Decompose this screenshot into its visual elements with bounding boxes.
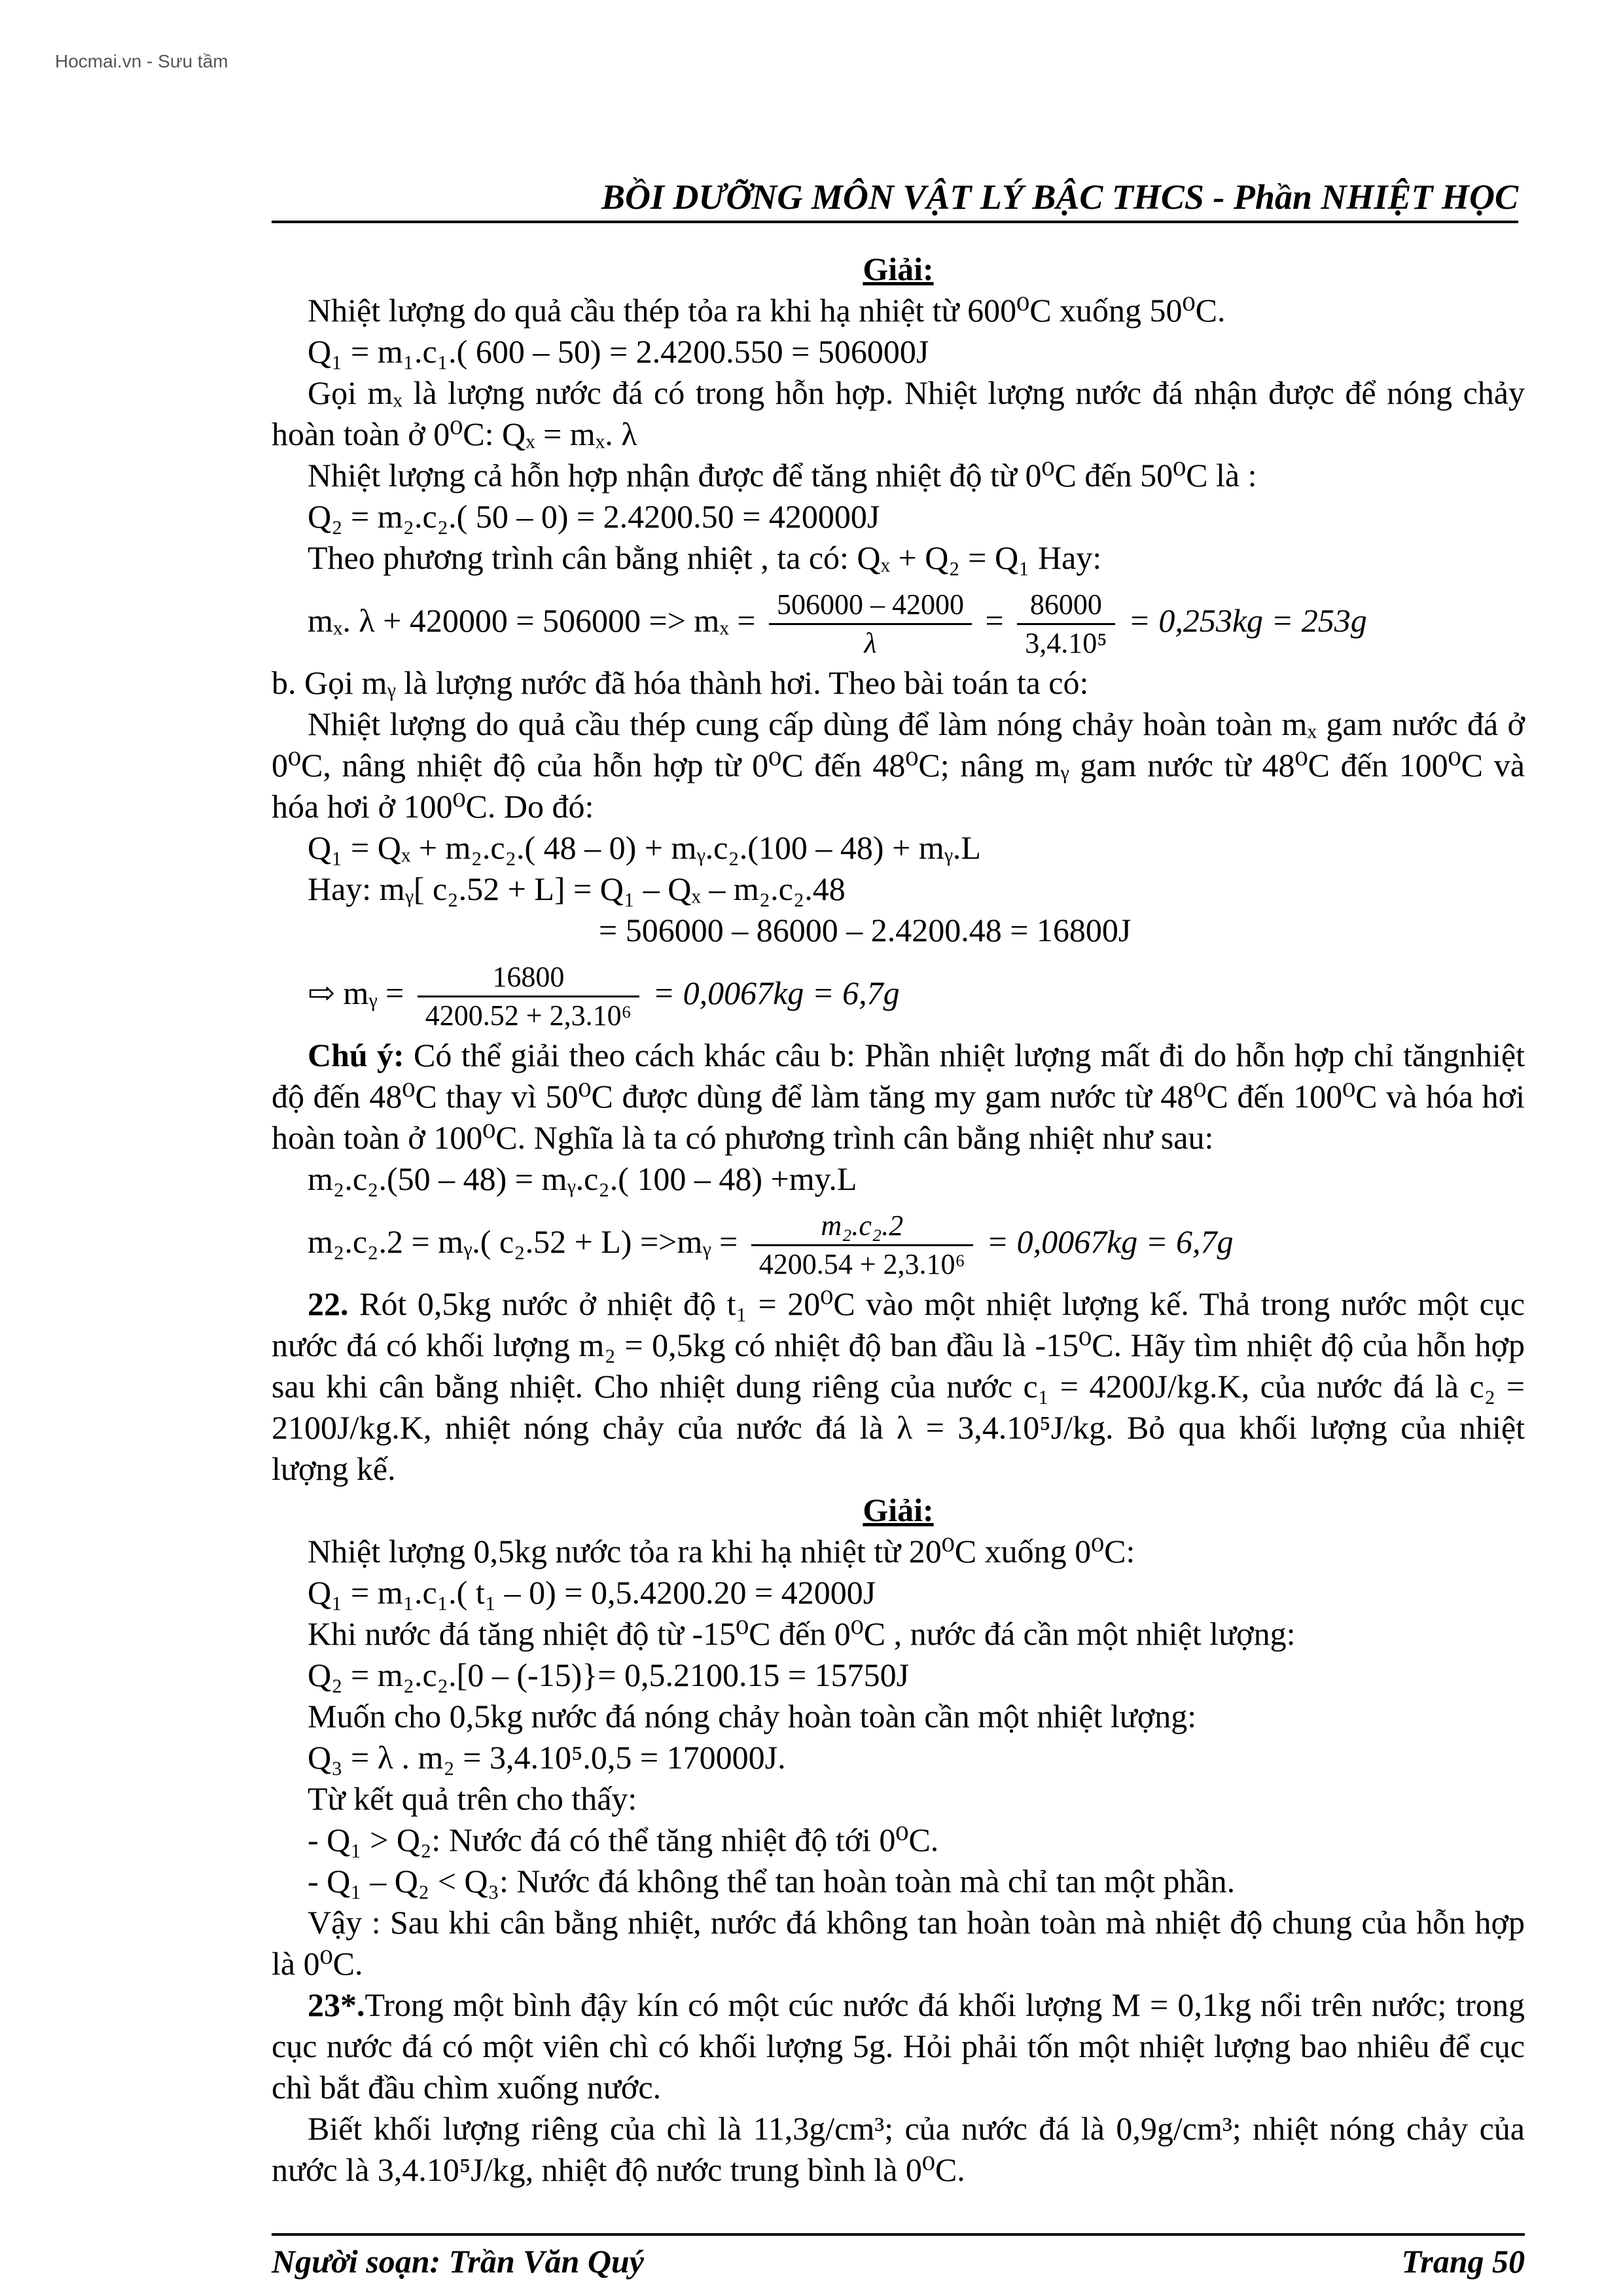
denominator: 4200.54 + 2,3.10⁶ (758, 1248, 965, 1281)
page-header (272, 171, 1518, 223)
eq1-prefix: mₓ. λ + 420000 = 506000 => mₓ = (308, 602, 756, 639)
text-paragraph: Vậy : Sau khi cân bằng nhiệt, nước đá không tan hoàn toàn mà nhiệt độ chung của hỗn hợp là 0⁰C. (272, 1904, 1525, 1982)
problem-number: 23*. (308, 1986, 365, 2023)
text-line: - Q₁ > Q₂: Nước đá có thể tăng nhiệt độ tới 0⁰C. (308, 1821, 939, 1858)
eq3-prefix: m₂.c₂.2 = mᵧ.( c₂.52 + L) =>mᵧ = (308, 1223, 738, 1260)
note-text: Có thể giải theo cách khác câu b: Phần nhiệt lượng mất đi do hỗn hợp chỉ tăngnhiệt độ đến 48⁰C thay vì 50⁰C được dùng để làm tăng my gam nước từ 48⁰C đến 100⁰C và hóa hơi hoàn toàn ở 100⁰C. Nghĩa là ta có phương trình cân bằng nhiệt như sau: (272, 1037, 1525, 1156)
numerator: 86000 (1017, 586, 1115, 625)
text-line: Từ kết quả trên cho thấy: (308, 1780, 637, 1817)
fraction-equation (272, 1200, 1525, 1283)
footer-author: Người soạn: Trần Văn Quý (272, 2243, 644, 2280)
solution-heading: Giải: (863, 251, 934, 287)
eq3-result: = 0,0067kg = 6,7g (986, 1223, 1234, 1260)
problem-number: 22. (308, 1285, 349, 1322)
equation-line: Q₃ = λ . m₂ = 3,4.10⁵.0,5 = 170000J. (308, 1739, 786, 1776)
text-line: - Q₁ – Q₂ < Q₃: Nước đá không thể tan hoàn toàn mà chỉ tan một phần. (308, 1863, 1236, 1899)
fraction (418, 959, 639, 1034)
eq2-prefix: ⇨ mᵧ = (308, 975, 404, 1011)
page-content (272, 249, 1525, 2191)
text-line: Nhiệt lượng cả hỗn hợp nhận được để tăng nhiệt độ từ 0⁰C đến 50⁰C là : (308, 457, 1257, 493)
problem-23 (272, 1984, 1525, 2108)
numerator: 16800 (418, 959, 639, 997)
equation-line: Hay: mᵧ[ c₂.52 + L] = Q₁ – Qₓ – m₂.c₂.48 (308, 870, 846, 907)
denominator: λ (864, 627, 877, 660)
text-line: Nhiệt lượng 0,5kg nước tỏa ra khi hạ nhiệt từ 20⁰C xuống 0⁰C: (308, 1533, 1135, 1570)
eq1-result: = 0,253kg = 253g (1128, 602, 1367, 639)
text-line: Muốn cho 0,5kg nước đá nóng chảy hoàn toàn cần một nhiệt lượng: (308, 1698, 1197, 1734)
note-label: Chú ý: (308, 1037, 404, 1073)
fraction (769, 586, 972, 662)
equation-line: Q₂ = m₂.c₂.[0 – (-15)}= 0,5.2100.15 = 15750J (308, 1657, 910, 1693)
note-paragraph (272, 1035, 1525, 1158)
page-number: Trang 50 (1401, 2243, 1525, 2280)
equation-line: = 506000 – 86000 – 2.4200.48 = 16800J (599, 912, 1132, 948)
text-paragraph: Nhiệt lượng do quả cầu thép cung cấp dùng để làm nóng chảy hoàn toàn mₓ gam nước đá ở 0⁰C, nâng nhiệt độ của hỗn hợp từ 0⁰C đến 48⁰C; nâng mᵧ gam nước từ 48⁰C đến 100⁰C và hóa hơi ở 100⁰C. Do đó: (272, 706, 1525, 825)
text-line: Nhiệt lượng do quả cầu thép tỏa ra khi hạ nhiệt từ 600⁰C xuống 50⁰C. (308, 292, 1226, 329)
header-title: BỒI DƯỠNG MÔN VẬT LÝ BẬC THCS - Phần NHIỆT HỌC (601, 177, 1518, 217)
watermark: Hocmai.vn - Sưu tầm (55, 51, 228, 71)
equals-sign: = (985, 602, 1004, 639)
eq2-result: = 0,0067kg = 6,7g (652, 975, 900, 1011)
problem-text: Trong một bình đậy kín có một cúc nước đá khối lượng M = 0,1kg nổi trên nước; trong cục nước đá có một viên chì có khối lượng 5g. Hỏi phải tốn một nhiệt lượng bao nhiêu để cục chì bắt đầu chìm xuống nước. (272, 1986, 1525, 2106)
problem-text: Rót 0,5kg nước ở nhiệt độ t₁ = 20⁰C vào một nhiệt lượng kế. Thả trong nước một cục nước đá có khối lượng m₂ = 0,5kg có nhiệt độ ban đầu là -15⁰C. Hãy tìm nhiệt độ của hỗn hợp sau khi cân bằng nhiệt. Cho nhiệt dung riêng của nước c₁ = 4200J/kg.K, của nước đá là c₂ = 2100J/kg.K, nhiệt nóng chảy của nước đá là λ = 3,4.10⁵J/kg. Bỏ qua khối lượng của nhiệt lượng kế. (272, 1285, 1525, 1487)
fraction (751, 1208, 973, 1283)
text-line: Khi nước đá tăng nhiệt độ từ -15⁰C đến 0⁰C , nước đá cần một nhiệt lượng: (308, 1615, 1296, 1652)
denominator: 4200.52 + 2,3.10⁶ (425, 999, 632, 1032)
fraction-equation (272, 579, 1525, 662)
equation-line: m₂.c₂.(50 – 48) = mᵧ.c₂.( 100 – 48) +my.L (308, 1160, 857, 1197)
text-paragraph: Gọi mₓ là lượng nước đá có trong hỗn hợp. Nhiệt lượng nước đá nhận được để nóng chảy hoàn toàn ở 0⁰C: Qₓ = mₓ. λ (272, 374, 1525, 452)
page-footer (272, 2233, 1525, 2280)
equation-line: Q₂ = m₂.c₂.( 50 – 0) = 2.4200.50 = 420000J (308, 498, 880, 535)
text-paragraph: Biết khối lượng riêng của chì là 11,3g/cm³; của nước đá là 0,9g/cm³; nhiệt nóng chảy của nước là 3,4.10⁵J/kg, nhiệt độ nước trung bình là 0⁰C. (272, 2110, 1525, 2188)
denominator: 3,4.10⁵ (1025, 627, 1107, 660)
fraction (1017, 586, 1115, 662)
text-line: b. Gọi mᵧ là lượng nước đã hóa thành hơi. Theo bài toán ta có: (272, 664, 1089, 701)
equation-line: Q₁ = Qₓ + m₂.c₂.( 48 – 0) + mᵧ.c₂.(100 – 48) + mᵧ.L (308, 829, 981, 866)
numerator: 506000 – 42000 (769, 586, 972, 625)
equation-line: Q₁ = m₁.c₁.( t₁ – 0) = 0,5.4200.20 = 42000J (308, 1574, 876, 1611)
numerator: m₂.c₂.2 (751, 1208, 973, 1246)
text-line: Theo phương trình cân bằng nhiệt , ta có: Qₓ + Q₂ = Q₁ Hay: (308, 539, 1102, 576)
solution-heading: Giải: (863, 1492, 934, 1528)
problem-22 (272, 1283, 1525, 1490)
equation-line: Q₁ = m₁.c₁.( 600 – 50) = 2.4200.550 = 506000J (308, 333, 929, 370)
fraction-equation (272, 951, 1525, 1035)
